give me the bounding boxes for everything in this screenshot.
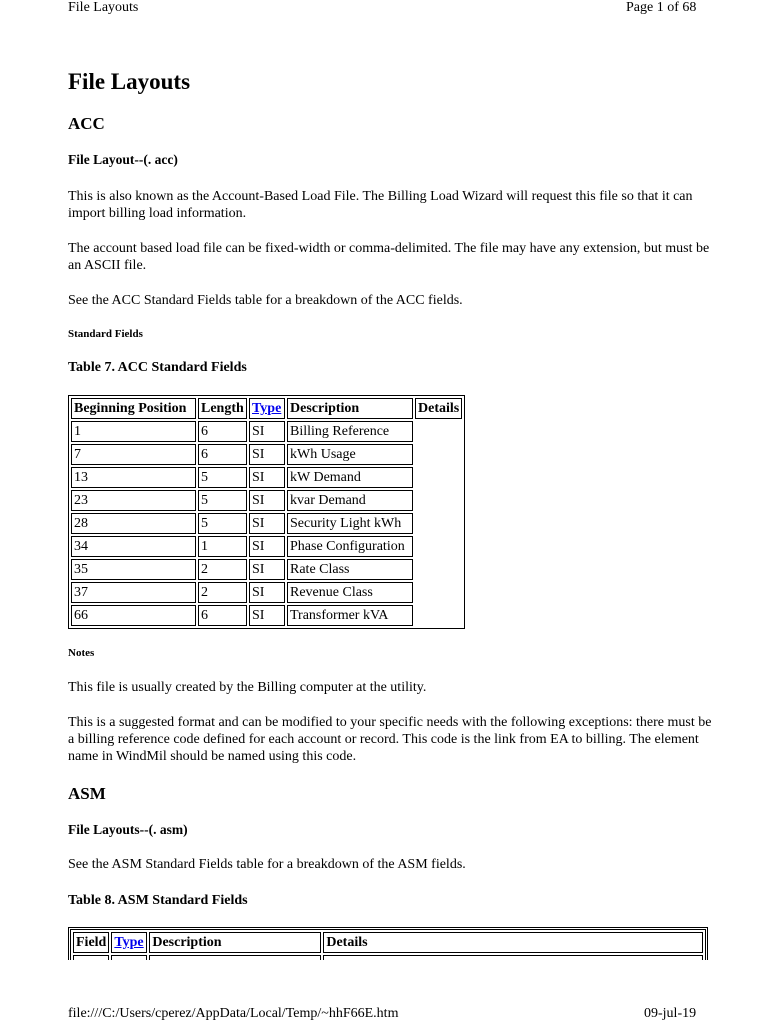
cell-details-empty <box>415 421 462 626</box>
header-title: File Layouts <box>68 0 139 15</box>
column-header-field: Field <box>73 932 109 953</box>
cell-description <box>149 955 321 960</box>
footer-file-path: file:///C:/Users/cperez/AppData/Local/Temp/~hhF66E.htm <box>68 1006 399 1021</box>
note-paragraph-1: This file is usually created by the Billing computer at the utility. <box>68 680 427 695</box>
table-header-row <box>71 398 462 419</box>
cell-type: SI <box>249 605 285 626</box>
table-row <box>71 605 462 626</box>
table-8-caption: Table 8. ASM Standard Fields <box>68 893 248 908</box>
table-7-caption: Table 7. ACC Standard Fields <box>68 360 247 375</box>
asm-paragraph-1: See the ASM Standard Fields table for a breakdown of the ASM fields. <box>68 857 466 872</box>
cell-description: Billing Reference <box>287 421 413 442</box>
cell-length: 1 <box>198 536 247 557</box>
table-header-row <box>73 932 703 953</box>
cell-position: 7 <box>71 444 196 465</box>
column-header-description: Description <box>149 932 321 953</box>
table-row <box>71 536 462 557</box>
table-row <box>71 559 462 580</box>
cell-length: 6 <box>198 605 247 626</box>
cell-description: kvar Demand <box>287 490 413 511</box>
table-row <box>73 955 703 960</box>
note-paragraph-2: This is a suggested format and can be modified to your specific needs with the following exceptions: there must be a billing reference code defined for each account or record. This code is the link from EA to billing. The element name in WindMil should be named using this code. <box>68 715 712 764</box>
table-row <box>71 582 462 603</box>
column-header-description: Description <box>287 398 413 419</box>
section-heading-acc: ACC <box>68 114 105 133</box>
column-header-details: Details <box>323 932 703 953</box>
cell-description: kW Demand <box>287 467 413 488</box>
cell-type: SI <box>249 536 285 557</box>
table-row <box>71 467 462 488</box>
column-header-details: Details <box>415 398 462 419</box>
cell-position: 37 <box>71 582 196 603</box>
column-header-length: Length <box>198 398 247 419</box>
cell-field <box>73 955 109 960</box>
cell-position: 23 <box>71 490 196 511</box>
table-row <box>71 444 462 465</box>
asm-file-layouts-heading: File Layouts--(. asm) <box>68 822 188 837</box>
cell-description: kWh Usage <box>287 444 413 465</box>
cell-length: 2 <box>198 582 247 603</box>
cell-length: 2 <box>198 559 247 580</box>
cell-type: SI <box>249 467 285 488</box>
cell-length: 6 <box>198 444 247 465</box>
cell-type: SI <box>249 444 285 465</box>
cell-length: 5 <box>198 513 247 534</box>
footer-date: 09-jul-19 <box>644 1006 697 1021</box>
cell-details <box>323 955 703 960</box>
asm-table-clip <box>68 927 710 960</box>
column-header-type-link[interactable]: Type <box>111 932 147 953</box>
column-header-beginning-position: Beginning Position <box>71 398 196 419</box>
acc-paragraph-1: This is also known as the Account-Based Load File. The Billing Load Wizard will request this file so that it can import billing load information. <box>68 189 693 221</box>
asm-standard-fields-table <box>68 927 708 960</box>
cell-position: 35 <box>71 559 196 580</box>
cell-position: 1 <box>71 421 196 442</box>
cell-type: SI <box>249 559 285 580</box>
cell-description: Revenue Class <box>287 582 413 603</box>
table-row <box>71 490 462 511</box>
cell-position: 28 <box>71 513 196 534</box>
acc-paragraph-3: See the ACC Standard Fields table for a breakdown of the ACC fields. <box>68 293 463 308</box>
cell-type <box>111 955 147 960</box>
cell-position: 13 <box>71 467 196 488</box>
cell-position: 34 <box>71 536 196 557</box>
table-row <box>71 513 462 534</box>
cell-type: SI <box>249 513 285 534</box>
acc-paragraph-2: The account based load file can be fixed-width or comma-delimited. The file may have any extension, but must be an ASCII file. <box>68 241 710 273</box>
acc-file-layout-heading: File Layout--(. acc) <box>68 152 178 167</box>
cell-description: Security Light kWh <box>287 513 413 534</box>
cell-length: 6 <box>198 421 247 442</box>
cell-description: Rate Class <box>287 559 413 580</box>
page-title: File Layouts <box>68 69 191 94</box>
standard-fields-label: Standard Fields <box>68 328 143 340</box>
cell-type: SI <box>249 582 285 603</box>
cell-description: Phase Configuration <box>287 536 413 557</box>
section-heading-asm: ASM <box>68 784 106 803</box>
notes-label: Notes <box>68 647 95 659</box>
column-header-type-link[interactable]: Type <box>249 398 285 419</box>
cell-length: 5 <box>198 467 247 488</box>
cell-position: 66 <box>71 605 196 626</box>
table-row <box>71 421 462 442</box>
cell-length: 5 <box>198 490 247 511</box>
acc-standard-fields-table <box>68 395 465 629</box>
cell-description: Transformer kVA <box>287 605 413 626</box>
header-page-number: Page 1 of 68 <box>626 0 697 15</box>
cell-type: SI <box>249 421 285 442</box>
cell-type: SI <box>249 490 285 511</box>
